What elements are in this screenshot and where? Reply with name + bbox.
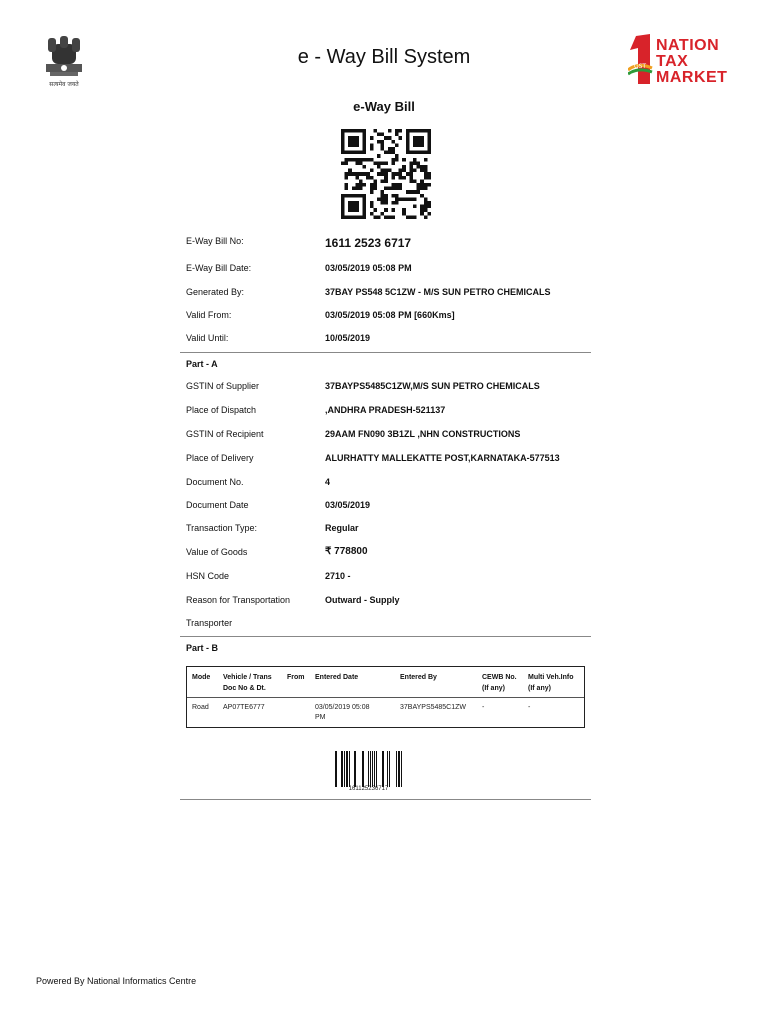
barcode-number: 161125236717 (348, 786, 389, 792)
label-transporter: Transporter (186, 618, 233, 628)
label-eway-bill-date: E-Way Bill Date: (186, 263, 252, 273)
col-header-vehicle: Vehicle / Trans (223, 674, 272, 681)
label-gstin-recipient: GSTIN of Recipient (186, 429, 264, 439)
cell-entered-date: 03/05/2019 05:08 (315, 704, 370, 711)
logo-one-icon (628, 34, 654, 84)
logo-word-nation: NATION (656, 37, 720, 54)
qr-code (339, 129, 433, 219)
value-transaction-type: Regular (325, 523, 359, 533)
divider (180, 352, 591, 353)
label-place-dispatch: Place of Dispatch (186, 405, 257, 415)
cell-vehicle: AP07TE6777 (223, 704, 265, 711)
cell-entered-by: 37BAYPS5485C1ZW (400, 704, 467, 711)
page-title: e - Way Bill System (297, 46, 471, 68)
cell-cewb: - (482, 704, 485, 711)
cell-multi: - (528, 704, 531, 711)
value-eway-bill-no: 1611 2523 6717 (325, 236, 412, 250)
label-transaction-type: Transaction Type: (186, 523, 258, 533)
label-valid-until: Valid Until: (186, 333, 229, 343)
col-header-cewb-sub: (If any) (482, 685, 505, 692)
label-gstin-supplier: GSTIN of Supplier (186, 381, 260, 391)
label-document-date: Document Date (186, 500, 249, 510)
label-value-goods: Value of Goods (186, 547, 248, 557)
logo-word-market: MARKET (656, 69, 728, 86)
value-gstin-recipient: 29AAM FN090 3B1ZL ,NHN CONSTRUCTIONS (325, 429, 521, 439)
divider (180, 799, 591, 800)
label-valid-from: Valid From: (186, 310, 232, 320)
value-place-delivery: ALURHATTY MALLEKATTE POST,KARNATAKA-577513 (325, 453, 560, 463)
value-eway-bill-date: 03/05/2019 05:08 PM (325, 263, 412, 273)
col-header-multi: Multi Veh.Info (528, 674, 574, 681)
label-reason-transport: Reason for Transportation (186, 595, 291, 605)
value-document-date: 03/05/2019 (325, 500, 371, 510)
footer-credit: Powered By National Informatics Centre (36, 976, 197, 986)
gst-badge: GST (633, 63, 647, 70)
value-valid-from: 03/05/2019 05:08 PM [660Kms] (325, 310, 455, 320)
label-place-delivery: Place of Delivery (186, 453, 254, 463)
value-place-dispatch: ,ANDHRA PRADESH-521137 (325, 405, 446, 415)
col-header-multi-sub: (If any) (528, 685, 551, 692)
col-header-entered-by: Entered By (400, 674, 437, 681)
vehicle-table (186, 666, 585, 728)
value-value-goods: ₹ 778800 (325, 546, 368, 557)
label-generated-by: Generated By: (186, 287, 245, 297)
value-generated-by: 37BAY PS548 5C1ZW - M/S SUN PETRO CHEMICALS (325, 287, 551, 297)
col-header-vehicle-sub: Doc No & Dt. (223, 685, 266, 692)
part-b-title: Part - B (186, 643, 219, 653)
logo-word-tax: TAX (656, 53, 689, 70)
barcode (333, 751, 404, 787)
document-subtitle: e-Way Bill (353, 99, 415, 114)
value-reason-transport: Outward - Supply (325, 595, 400, 605)
value-hsn-code: 2710 - (325, 571, 351, 581)
col-header-mode: Mode (192, 674, 211, 681)
label-eway-bill-no: E-Way Bill No: (186, 236, 244, 246)
value-document-no: 4 (325, 477, 331, 487)
emblem-caption: सत्यमेव जयते (49, 81, 79, 88)
col-header-cewb: CEWB No. (482, 674, 517, 681)
divider (180, 636, 591, 637)
label-hsn-code: HSN Code (186, 571, 230, 581)
cell-entered-date-line2: PM (315, 714, 326, 721)
col-header-entered-date: Entered Date (315, 674, 359, 681)
cell-mode: Road (192, 704, 209, 711)
nation-tax-market-logo (612, 34, 742, 88)
col-header-from: From (287, 674, 305, 681)
value-valid-until: 10/05/2019 (325, 333, 371, 343)
part-a-title: Part - A (186, 359, 218, 369)
table-divider (187, 697, 584, 698)
value-gstin-supplier: 37BAYPS5485C1ZW,M/S SUN PETRO CHEMICALS (325, 381, 540, 391)
label-document-no: Document No. (186, 477, 244, 487)
